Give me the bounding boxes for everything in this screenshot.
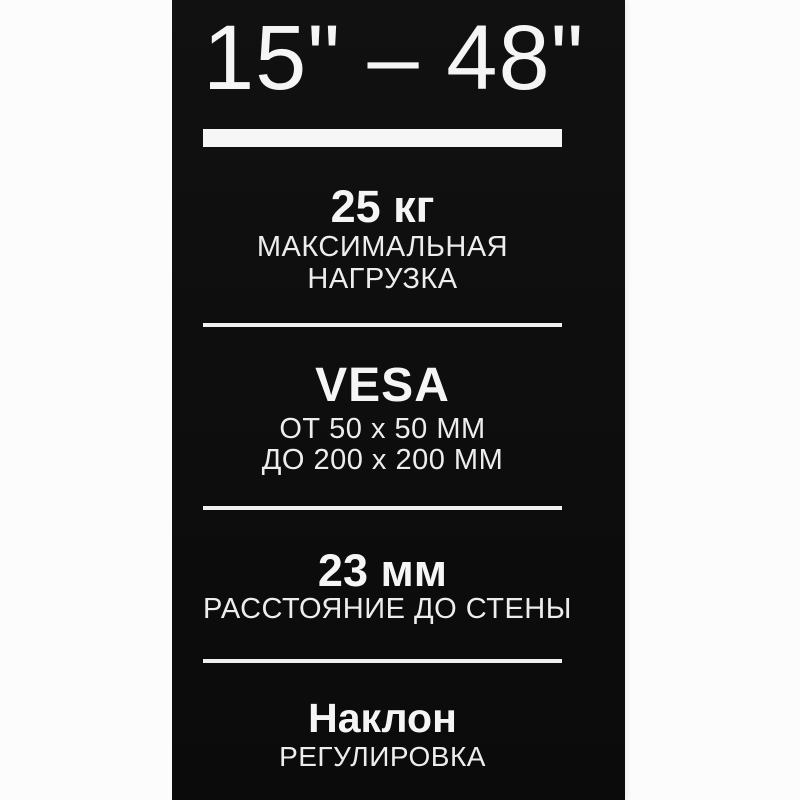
vesa-caption-line2: ДО 200 x 200 ММ [261,444,504,476]
tilt-value: Наклон [308,695,457,741]
product-spec-panel [172,0,625,800]
max-load-value: 25 кг [330,181,435,232]
max-load-caption-line2: НАГРУЗКА [307,263,458,295]
wall-distance-value: 23 мм [317,545,448,596]
wall-distance-caption: РАССТОЯНИЕ ДО СТЕНЫ [203,593,572,625]
vesa-caption-line1: ОТ 50 x 50 ММ [279,413,486,445]
spec-content-column [203,0,585,772]
section-divider [203,323,562,327]
section-divider [203,659,562,663]
accent-bar [203,129,562,147]
section-divider [203,506,562,510]
tilt-caption: РЕГУЛИРОВКА [279,741,486,772]
screen-size-range: 15" – 48" [203,7,585,109]
vesa-value: VESA [315,359,450,412]
max-load-caption-line1: МАКСИМАЛЬНАЯ [256,231,509,263]
